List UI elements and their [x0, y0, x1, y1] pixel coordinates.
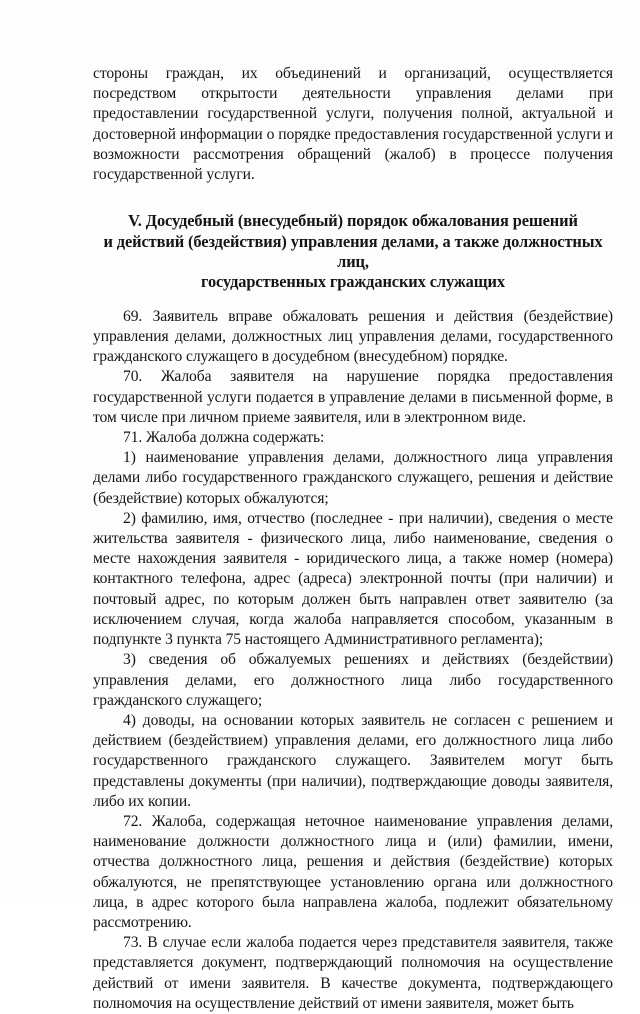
section-title-line-1: V. Досудебный (внесудебный) порядок обжалования решений	[128, 211, 578, 231]
section-title-line-2: и действий (бездействия) управления делами, а также должностных лиц,	[103, 231, 603, 272]
paragraph-73: 73. В случае если жалоба подается через представителя заявителя, также представляется документ, подтверждающий полномочия на осуществление действий от имени заявителя. В качестве документа, подтверждающего полномочия на осуществление действий от имени заявителя, может быть	[93, 934, 613, 1012]
document-body	[93, 64, 613, 1014]
paragraph-72: 72. Жалоба, содержащая неточное наименование управления делами, наименование должности должностного лица и (или) фамилии, имени, отчества должностного лица, решения и действия (бездействие) которых обжалуются, не препятствующее установлению органа или должностного лица, в адрес которого была направлена жалоба, подлежит обязательному рассмотрению.	[93, 812, 613, 931]
paragraph-69: 69. Заявитель вправе обжаловать решения и действия (бездействие) управления делами, должностных лиц управления делами, государственного гражданского служащего в досудебном (внесудебном) порядке.	[93, 307, 613, 366]
paragraph-71-item-1: 1) наименование управления делами, должностного лица управления делами либо государственного гражданского служащего, решения и действие (бездействие) которых обжалуются;	[93, 449, 613, 507]
paragraph-71: 71. Жалоба должна содержать:	[123, 429, 325, 447]
paragraph-71-item-2: 2) фамилию, имя, отчество (последнее - при наличии), сведения о месте жительства заявителя - физического лица, либо наименование, сведения о месте нахождения заявителя - юридического лица, а также номер (номера) контактного телефона, адрес (адреса) электронной почты (при наличии) и почтовый адрес, по которым должен быть направлен ответ заявителю (за исключением случая, когда жалоба направляется способом, указанным в подпункте 3 пункта 75 настоящего Административного регламента);	[93, 509, 613, 649]
paragraph-71-item-4: 4) доводы, на основании которых заявитель не согласен с решением и действием (бездействием) управления делами, его должностного лица либо государственного гражданского служащего. Заявителем могут быть представлены документы (при наличии), подтверждающие доводы заявителя, либо их копии.	[93, 711, 613, 810]
paragraph-71-item-3: 3) сведения об обжалуемых решениях и действиях (бездействии) управления делами, его должностного лица либо государственного гражданского служащего;	[93, 651, 613, 709]
section-heading	[93, 211, 613, 293]
section-title-line-3: государственных гражданских служащих	[201, 272, 505, 292]
intro-paragraph: стороны граждан, их объединений и организаций, осуществляется посредством открытости деятельности управления делами при предоставлении государственной услуги, получения полной, актуальной и достоверной информации о порядке предоставления государственной услуги и возможности рассмотрения обращений (жалоб) в процессе получения государственной услуги.	[93, 65, 613, 184]
paragraph-70: 70. Жалоба заявителя на нарушение порядка предоставления государственной услуги подается в управление делами в письменной форме, в том числе при личном приеме заявителя, или в электронном виде.	[93, 368, 613, 426]
